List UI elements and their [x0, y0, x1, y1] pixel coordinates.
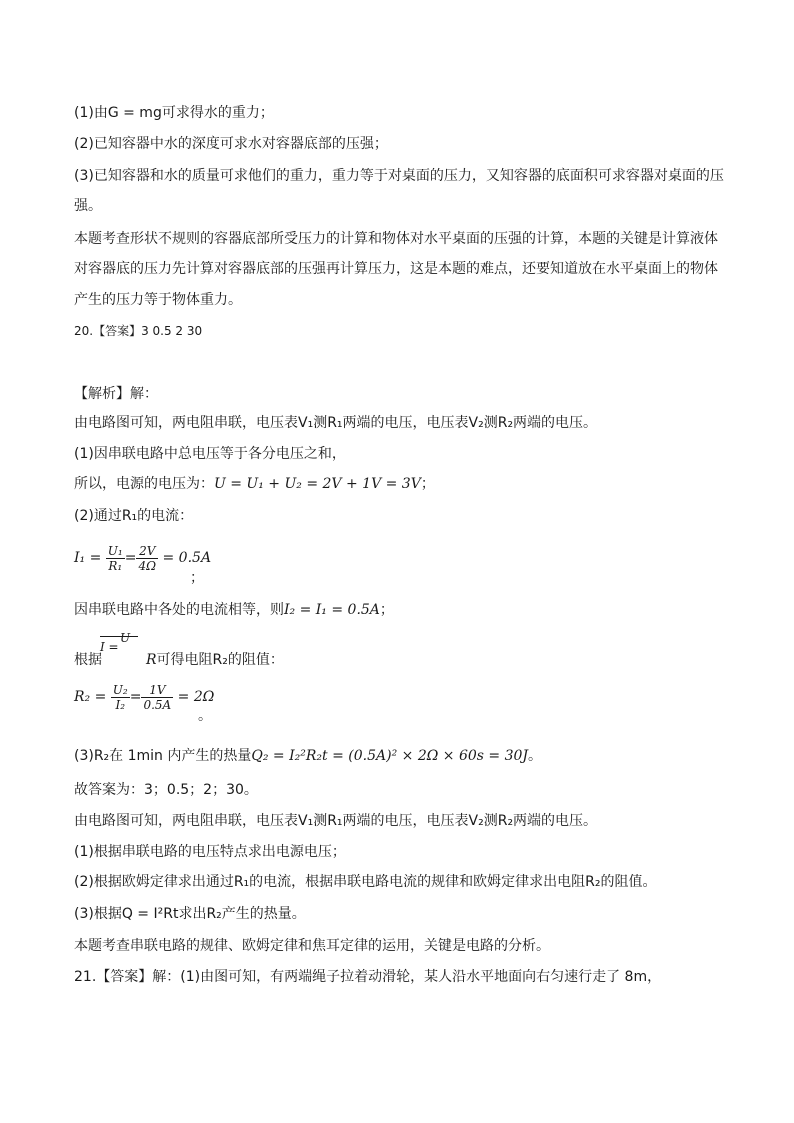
numerator: U₂	[112, 682, 128, 697]
formula-part: R₂ =	[74, 689, 107, 705]
numerator: U	[120, 631, 131, 645]
text-line: (2)通过R₁的电流：	[74, 508, 194, 524]
formula: I₂ = I₁ = 0.5A	[284, 602, 380, 618]
formula-part: R	[146, 652, 157, 668]
fraction	[111, 683, 130, 712]
text-line	[74, 474, 435, 494]
fraction	[106, 544, 125, 573]
formula-part: = 2Ω	[177, 689, 215, 705]
answer-20: 20.【答案】3 0.5 2 30	[74, 324, 203, 338]
text-span: ；	[379, 602, 394, 618]
text-span: 。	[198, 708, 212, 724]
text-span: 因串联电路中各处的电流相等，则	[74, 602, 284, 618]
text-line: 对容器底的压力先计算对容器底部的压强再计算压力，这是本题的难点，还要知道放在水平桌面上的物体	[74, 261, 718, 277]
denominator: 4Ω	[138, 558, 157, 573]
text-line: (2)根据欧姆定律求出通过R₁的电流，根据串联电路电流的规律和欧姆定律求出电阻R₂的阻值。	[74, 874, 657, 890]
text-line: 由电路图可知，两电阻串联，电压表V₁测R₁两端的电压，电压表V₂测R₂两端的电压。	[74, 415, 598, 431]
text-line: 强。	[74, 198, 102, 214]
text-span: 可得电阻R₂的阻值：	[156, 652, 284, 668]
text-line	[74, 746, 542, 766]
text-line	[74, 650, 284, 670]
formula-part: = 0.5A	[162, 550, 212, 566]
denominator: R₁	[108, 558, 123, 573]
text-span: 所以，电源的电压为：	[74, 476, 214, 492]
text-span: (3)R₂在 1min 内产生的热量	[74, 748, 252, 764]
text-line: (1)根据串联电路的电压特点求出电源电压；	[74, 844, 346, 860]
fraction	[141, 683, 173, 712]
formula: U = U₁ + U₂ = 2V + 1V = 3V	[214, 476, 421, 492]
formula: Q₂ = I₂²R₂t = (0.5A)² × 2Ω × 60s = 30J	[251, 748, 529, 764]
denominator: 0.5A	[143, 697, 172, 712]
text-line	[74, 600, 394, 620]
numerator: U₁	[107, 543, 123, 558]
text-span: 。	[528, 748, 543, 764]
text-line: (1)由G = mg可求得水的重力；	[74, 105, 274, 121]
text-line: 产生的压力等于物体重力。	[74, 292, 242, 308]
analysis-heading: 【解析】解：	[74, 386, 158, 402]
text-line: (3)根据Q = I²Rt求出R₂产生的热量。	[74, 906, 306, 922]
formula-part: =	[129, 689, 142, 705]
formula-part: I =	[100, 640, 119, 654]
text-line: 由电路图可知，两电阻串联，电压表V₁测R₁两端的电压，电压表V₂测R₂两端的电压。	[74, 813, 598, 829]
formula-part: =	[124, 550, 137, 566]
text-line: 本题考查形状不规则的容器底部所受压力的计算和物体对水平桌面的压强的计算，本题的关键是计算液体	[74, 231, 718, 247]
text-line: (2)已知容器中水的深度可求水对容器底部的压强；	[74, 136, 388, 152]
denominator: I₂	[115, 697, 126, 712]
numerator: 2V	[136, 544, 158, 559]
answer-21: 21.【答案】解：(1)由图可知，有两端绳子拉着动滑轮，某人沿水平地面向右匀速行走了 8m，	[74, 969, 662, 985]
text-span: 根据	[74, 652, 102, 668]
formula-part: I₁ =	[74, 550, 102, 566]
text-line: (1)因串联电路中总电压等于各分电压之和，	[74, 446, 346, 462]
text-line: 本题考查串联电路的规律、欧姆定律和焦耳定律的运用，关键是电路的分析。	[74, 938, 550, 954]
text-span: ；	[420, 476, 435, 492]
fraction-numerator	[120, 628, 130, 648]
text-span: ；	[190, 570, 204, 586]
fraction	[136, 544, 158, 573]
formula-r2	[74, 681, 214, 713]
numerator: 1V	[141, 683, 173, 698]
text-line: (3)已知容器和水的质量可求他们的重力，重力等于对桌面的压力，又知容器的底面积可求容器对桌面的压	[74, 168, 724, 184]
text-line: 故答案为：3；0.5；2；30。	[74, 782, 258, 798]
